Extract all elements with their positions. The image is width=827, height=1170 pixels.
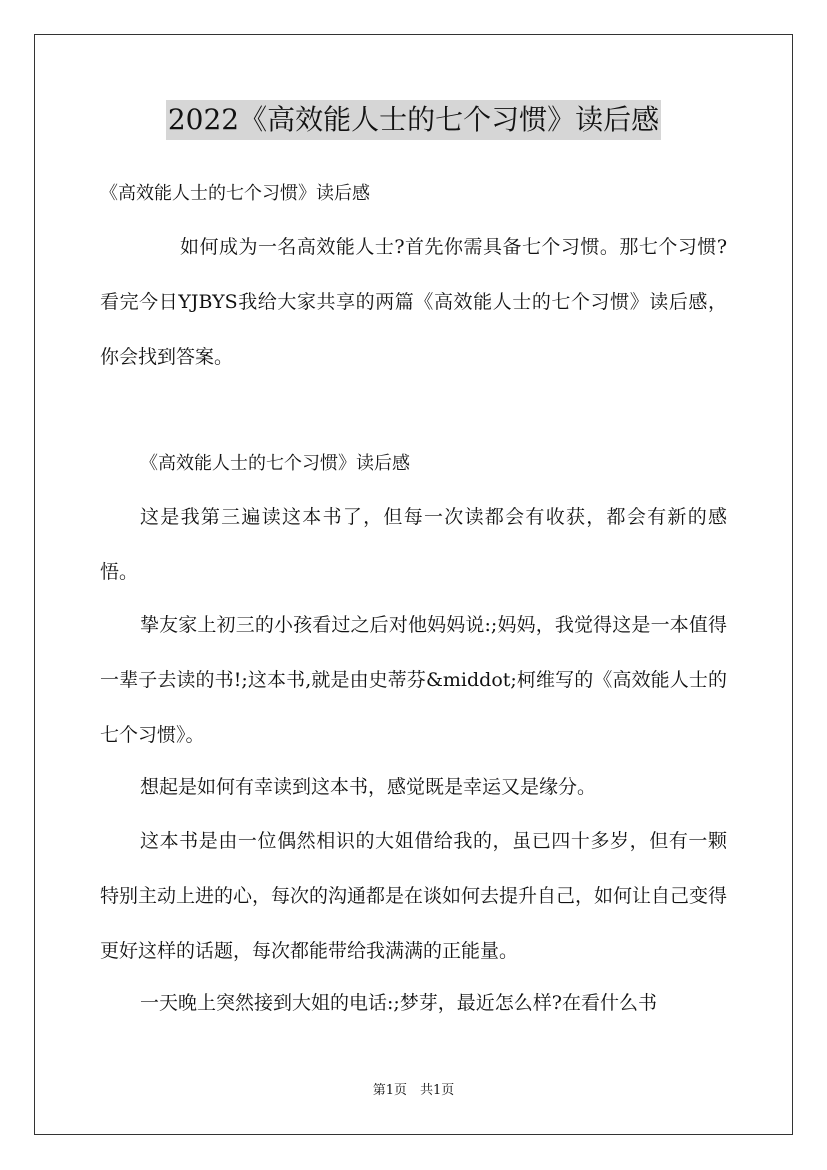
body-paragraph: 挚友家上初三的小孩看过之后对他妈妈说:;妈妈，我觉得这是一本值得一辈子去读的书!;这本书,就是由史蒂芬&middot;柯维写的《高效能人士的七个习惯》。: [100, 614, 727, 746]
document-title: 2022《高效能人士的七个习惯》读后感: [166, 100, 661, 140]
intro-paragraph: 如何成为一名高效能人士?首先你需具备七个习惯。那七个习惯?看完今日YJBYS我给大家共享的两篇《高效能人士的七个习惯》读后感，你会找到答案。: [100, 236, 727, 368]
body-paragraph: 想起是如何有幸读到这本书，感觉既是幸运又是缘分。: [140, 776, 597, 798]
document-subtitle: 《高效能人士的七个习惯》读后感: [100, 183, 370, 204]
title-container: [0, 100, 827, 140]
section-heading: 《高效能人士的七个习惯》读后感: [140, 453, 410, 474]
page-footer: 第1页 共1页: [372, 1083, 455, 1098]
body-paragraph: 这是我第三遍读这本书了，但每一次读都会有收获，都会有新的感悟。: [100, 506, 727, 583]
body-paragraph: 这本书是由一位偶然相识的大姐借给我的，虽已四十多岁，但有一颗特别主动上进的心，每次的沟通都是在谈如何去提升自己，如何让自己变得更好这样的话题，每次都能带给我满满的正能量。: [100, 830, 728, 962]
body-paragraph: 一天晚上突然接到大姐的电话:;梦芽，最近怎么样?在看什么书: [140, 992, 657, 1014]
